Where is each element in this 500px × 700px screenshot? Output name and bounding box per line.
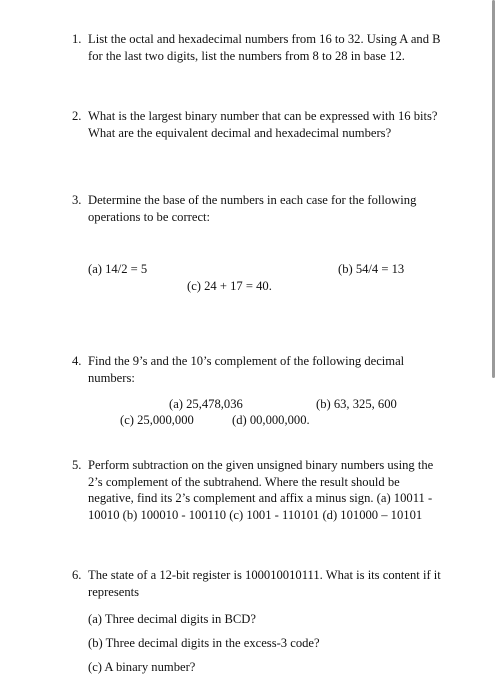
question-text: Determine the base of the numbers in each case for the following operations to be correct: [88, 193, 417, 224]
question-number: 4. [72, 354, 82, 368]
question-number: 6. [72, 568, 82, 582]
question-3 [72, 192, 447, 225]
question-6 [72, 567, 447, 600]
question-4 [72, 353, 447, 386]
question-5 [72, 457, 447, 523]
question-4-part-a: (a) 25,478,036 [169, 397, 243, 411]
question-text: Perform subtraction on the given unsigned binary numbers using the 2’s complement of the subtrahend. Where the result should be negative, find its 2’s complement and affix a minus sign. (a) 10011 - 10010 (b) 100010 - 100110 (c) 1001 - 110101 (d) 101000 – 10101 [88, 458, 434, 522]
question-6-part-b: (b) Three decimal digits in the excess-3 code? [88, 636, 320, 650]
question-number: 2. [72, 109, 82, 123]
question-6-part-c: (c) A binary number? [88, 660, 196, 674]
question-2 [72, 108, 447, 141]
question-4-part-b: (b) 63, 325, 600 [316, 397, 397, 411]
question-number: 3. [72, 193, 82, 207]
question-6-part-a: (a) Three decimal digits in BCD? [88, 612, 256, 626]
question-text: Find the 9’s and the 10’s complement of the following decimal numbers: [88, 354, 405, 385]
question-number: 5. [72, 458, 82, 472]
question-text: The state of a 12-bit register is 100010010111. What is its content if it represents [88, 568, 441, 599]
question-number: 1. [72, 32, 82, 46]
question-text: What is the largest binary number that can be expressed with 16 bits? What are the equivalent decimal and hexadecimal numbers? [88, 109, 438, 140]
question-3-part-a: (a) 14/2 = 5 [88, 262, 148, 276]
question-3-part-b: (b) 54/4 = 13 [338, 262, 405, 276]
question-1 [72, 31, 447, 64]
question-3-part-c: (c) 24 + 17 = 40. [187, 279, 272, 293]
question-4-part-d: (d) 00,000,000. [232, 413, 310, 427]
question-text: List the octal and hexadecimal numbers from 16 to 32. Using A and B for the last two digits, list the numbers from 8 to 28 in base 12. [88, 32, 441, 63]
scrollbar-thumb[interactable] [492, 0, 495, 378]
question-4-part-c: (c) 25,000,000 [120, 413, 194, 427]
